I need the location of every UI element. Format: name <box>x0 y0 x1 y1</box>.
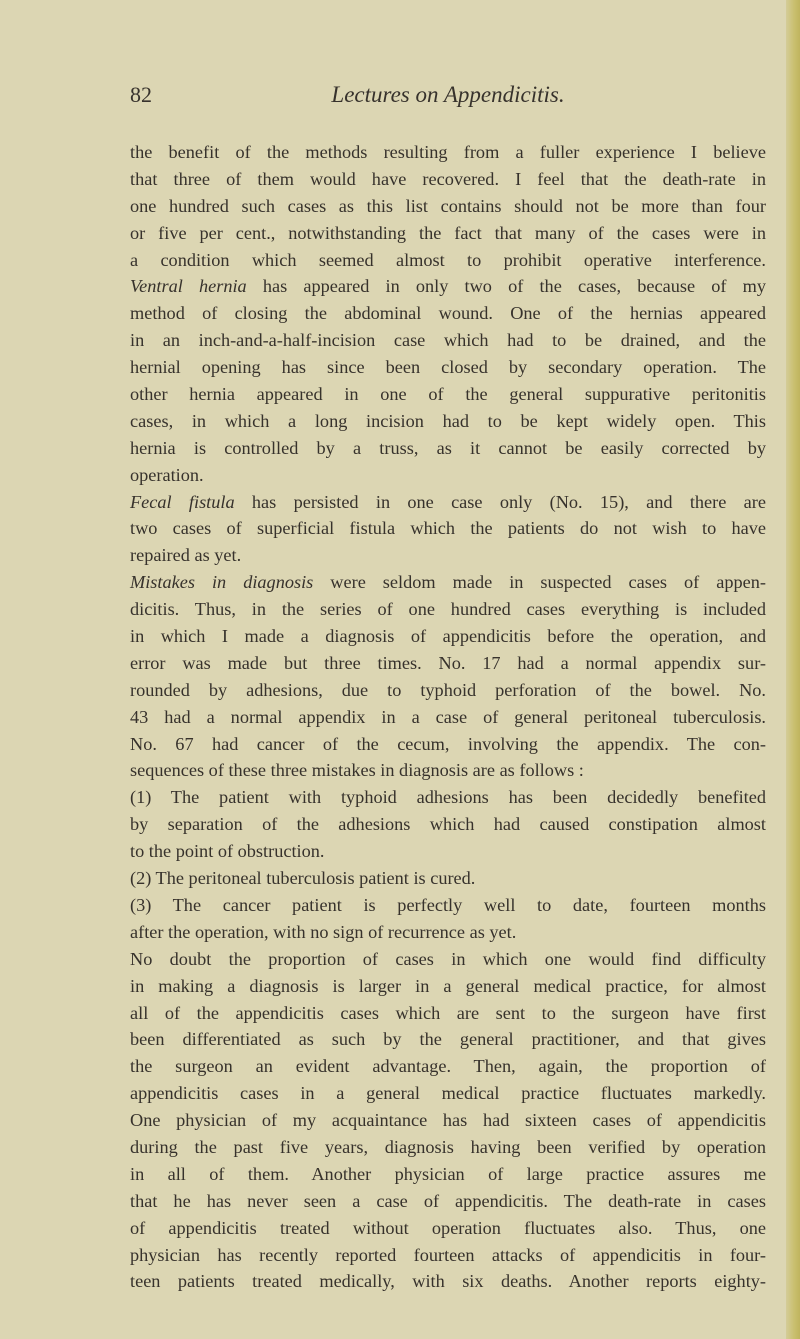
line-text: hernia is controlled by a truss, as it cannot be easily corrected by <box>130 437 766 458</box>
line-text: that three of them would have recovered. I feel that the death-rate in <box>130 168 766 189</box>
line-text: One physician of my acquaintance has had sixteen cases of appendicitis <box>130 1110 766 1131</box>
line-text: hernial opening has since been closed by secondary operation. The <box>130 357 766 378</box>
text-line <box>130 542 766 569</box>
line-text: by separation of the adhesions which had caused constipation almost <box>130 814 766 835</box>
line-text: No doubt the proportion of cases in which one would find difficulty <box>130 948 766 969</box>
line-text: or five per cent., notwithstanding the fact that many of the cases were in <box>130 222 766 243</box>
line-text: two cases of superficial fistula which the patients do not wish to have <box>130 518 766 539</box>
line-text: were seldom made in suspected cases of appen- <box>313 572 767 593</box>
text-line <box>130 1053 766 1080</box>
line-text: of appendicitis treated without operation fluctuates also. Thus, one <box>130 1217 766 1238</box>
text-line <box>130 1161 766 1188</box>
text-line <box>130 300 766 327</box>
line-text: other hernia appeared in one of the general suppurative peritonitis <box>130 384 766 405</box>
text-line <box>130 1107 766 1134</box>
page-header <box>130 82 766 112</box>
italic-heading: Mistakes in diagnosis <box>130 572 314 593</box>
line-text: method of closing the abdominal wound. One of the hernias appeared <box>130 303 766 324</box>
text-line <box>130 704 766 731</box>
text-line <box>130 919 766 946</box>
text-line <box>130 865 766 892</box>
text-line <box>130 1215 766 1242</box>
line-text: a condition which seemed almost to prohibit operative interference. <box>130 249 766 270</box>
text-line <box>130 569 766 596</box>
line-text: in which I made a diagnosis of appendicitis before the operation, and <box>130 626 766 647</box>
line-text: in all of them. Another physician of large practice assures me <box>130 1163 766 1184</box>
text-line <box>130 139 766 166</box>
line-text: in making a diagnosis is larger in a general medical practice, for almost <box>130 975 766 996</box>
text-line <box>130 327 766 354</box>
text-line <box>130 731 766 758</box>
text-line <box>130 193 766 220</box>
text-line <box>130 273 766 300</box>
line-text: No. 67 had cancer of the cecum, involving the appendix. The con- <box>130 733 766 754</box>
text-line <box>130 784 766 811</box>
text-line <box>130 1242 766 1269</box>
running-title: Lectures on Appendicitis. <box>331 82 565 107</box>
line-text: the benefit of the methods resulting from a fuller experience I believe <box>130 142 766 162</box>
line-text: the surgeon an evident advantage. Then, again, the proportion of <box>130 1056 766 1077</box>
page-edge <box>786 0 800 1339</box>
line-text: (2) The peritoneal tuberculosis patient is cured. <box>130 868 476 889</box>
text-line <box>130 623 766 650</box>
text-line <box>130 596 766 623</box>
line-text: teen patients treated medically, with six deaths. Another reports eighty- <box>130 1271 766 1292</box>
italic-heading: Fecal fistula <box>130 491 235 512</box>
line-text: physician has recently reported fourteen attacks of appendicitis in four- <box>130 1244 766 1265</box>
line-text: after the operation, with no sign of recurrence as yet. <box>130 921 517 942</box>
text-line <box>130 166 766 193</box>
text-line <box>130 247 766 274</box>
body-text <box>130 139 766 1295</box>
line-text: (1) The patient with typhoid adhesions has been decidedly benefited <box>130 787 766 808</box>
line-text: in an inch-and-a-half-incision case which had to be drained, and the <box>130 330 766 351</box>
text-line <box>130 838 766 865</box>
line-text: has persisted in one case only (No. 15), and there are <box>234 491 766 512</box>
line-text: error was made but three times. No. 17 had a normal appendix sur- <box>130 652 766 673</box>
line-text: been differentiated as such by the general practitioner, and that gives <box>130 1029 766 1050</box>
line-text: operation. <box>130 464 204 485</box>
text-line <box>130 515 766 542</box>
italic-heading: Ventral hernia <box>130 276 247 297</box>
line-text: has appeared in only two of the cases, because of my <box>246 276 767 297</box>
text-line <box>130 650 766 677</box>
text-line <box>130 1080 766 1107</box>
text-line <box>130 1188 766 1215</box>
text-line <box>130 1134 766 1161</box>
text-line <box>130 946 766 973</box>
line-text: during the past five years, diagnosis having been verified by operation <box>130 1136 766 1157</box>
line-text: repaired as yet. <box>130 545 242 566</box>
line-text: appendicitis cases in a general medical practice fluctuates markedly. <box>130 1083 766 1104</box>
text-line <box>130 381 766 408</box>
text-line <box>130 220 766 247</box>
line-text: (3) The cancer patient is perfectly well to date, fourteen months <box>130 894 766 915</box>
line-text: one hundred such cases as this list contains should not be more than four <box>130 195 766 216</box>
page-number: 82 <box>130 82 152 107</box>
text-line <box>130 1000 766 1027</box>
line-text: rounded by adhesions, due to typhoid perforation of the bowel. No. <box>130 679 766 700</box>
text-line <box>130 973 766 1000</box>
line-text: to the point of obstruction. <box>130 841 325 862</box>
line-text: 43 had a normal appendix in a case of general peritoneal tuberculosis. <box>130 706 766 727</box>
text-line <box>130 408 766 435</box>
line-text: sequences of these three mistakes in diagnosis are as follows : <box>130 760 584 781</box>
line-text: dicitis. Thus, in the series of one hundred cases everything is included <box>130 599 766 620</box>
line-text: all of the appendicitis cases which are sent to the surgeon have first <box>130 1002 766 1023</box>
text-line <box>130 435 766 462</box>
text-line <box>130 354 766 381</box>
text-line <box>130 811 766 838</box>
text-line <box>130 892 766 919</box>
text-line <box>130 1268 766 1295</box>
text-line <box>130 462 766 489</box>
text-line <box>130 489 766 516</box>
line-text: cases, in which a long incision had to be kept widely open. This <box>130 410 766 431</box>
text-line <box>130 757 766 784</box>
line-text: that he has never seen a case of appendicitis. The death-rate in cases <box>130 1190 766 1211</box>
text-line <box>130 677 766 704</box>
text-line <box>130 1026 766 1053</box>
